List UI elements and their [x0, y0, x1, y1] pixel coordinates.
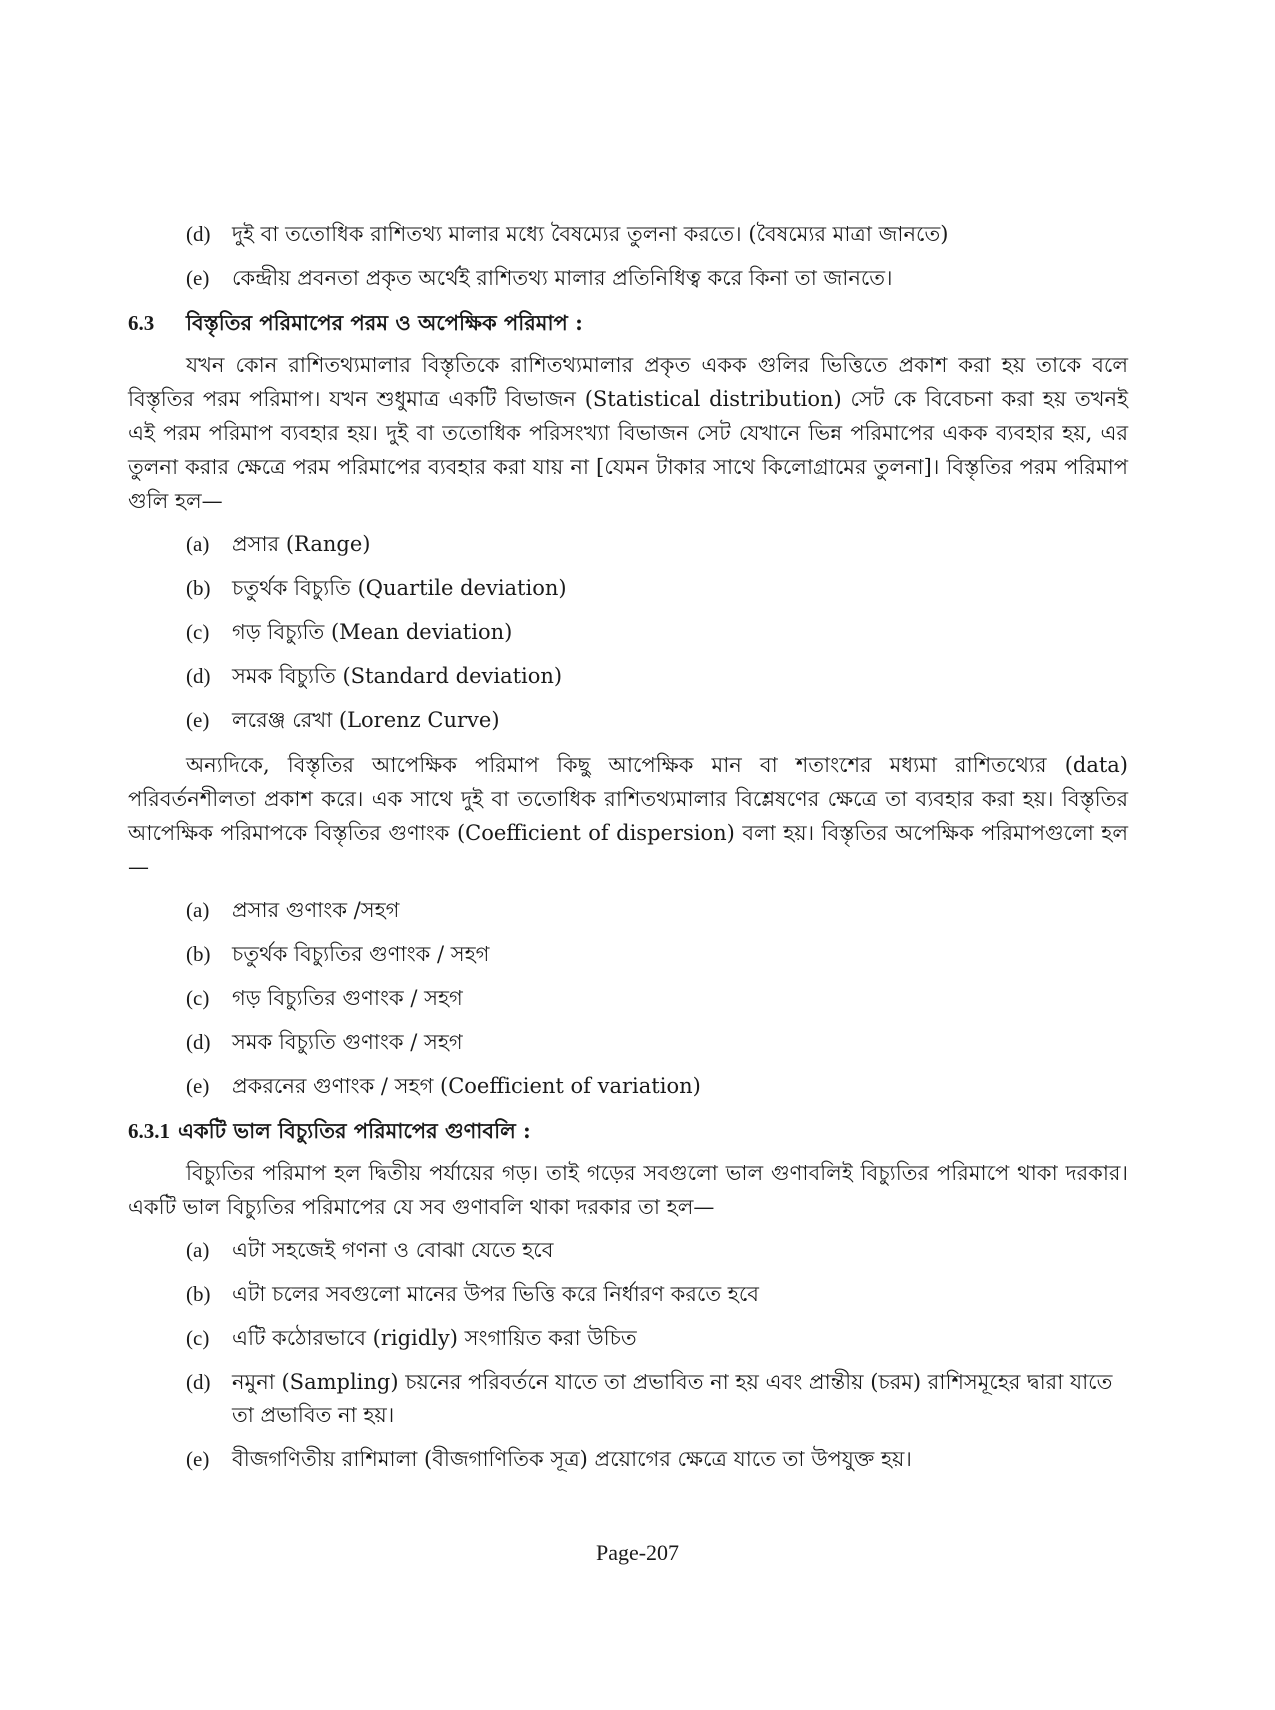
- list-item-text: বীজগণিতীয় রাশিমালা (বীজগাণিতিক সূত্র) প্রয়োগের ক্ষেত্রে যাতে তা উপযুক্ত হয়।: [232, 1447, 912, 1471]
- list-item-text: সমক বিচ্যুতি গুণাংক / সহগ: [232, 1030, 463, 1054]
- qualities-list: [128, 1234, 1128, 1476]
- section-title: একটি ভাল বিচ্যুতির পরিমাপের গুণাবলি :: [178, 1118, 531, 1143]
- list-item: [128, 1026, 1128, 1059]
- list-item: [128, 982, 1128, 1015]
- list-marker: (e): [186, 708, 210, 732]
- relative-measures-list: [128, 894, 1128, 1103]
- list-marker: (e): [186, 266, 210, 290]
- page-number: Page-207: [595, 1540, 680, 1565]
- list-marker: (d): [186, 664, 211, 688]
- list-item: [128, 262, 1128, 295]
- list-item-text: এটা সহজেই গণনা ও বোঝা যেতে হবে: [232, 1238, 554, 1262]
- paragraph-absolute-measures: যখন কোন রাশিতথ্যমালার বিস্তৃতিকে রাশিতথ্যমালার প্রকৃত একক গুলির ভিত্তিতে প্রকাশ করা হয় তাকে বলে বিস্তৃতির পরম পরিমাপ। যখন শুধুমাত্র একটি বিভাজন (Statistical distribution) সেট কে বিবেচনা করা হয় তখনই এই পরম পরিমাপ ব্যবহার হয়। দুই বা ততোধিক পরিসংখ্যা বিভাজন সেট যেখানে ভিন্ন পরিমাপের একক ব্যবহার হয়, এর তুলনা করার ক্ষেত্রে পরম পরিমাপের ব্যবহার করা যায় না [যেমন টাকার সাথে কিলোগ্রামের তুলনা]। বিস্তৃতির পরম পরিমাপ গুলি হল—: [128, 353, 1128, 513]
- list-marker: (b): [186, 1282, 211, 1306]
- list-item: [128, 660, 1128, 693]
- list-item-text: সমক বিচ্যুতি (Standard deviation): [232, 664, 563, 688]
- list-item-text: লরেঞ্জ রেখা (Lorenz Curve): [232, 708, 500, 732]
- list-item: [128, 1443, 1128, 1476]
- list-item: [128, 528, 1128, 561]
- list-marker: (c): [186, 1326, 210, 1350]
- list-item-text: নমুনা (Sampling) চয়নের পরিবর্তনে যাতে তা প্রভাবিত না হয় এবং প্রান্তীয় (চরম) রাশিসমূহের দ্বারা যাতে তা প্রভাবিত না হয়।: [232, 1370, 1113, 1427]
- list-item: [128, 1278, 1128, 1311]
- list-marker: (a): [186, 898, 210, 922]
- list-item: [128, 1070, 1128, 1103]
- section-number: 6.3.1: [128, 1119, 170, 1143]
- list-item: [128, 572, 1128, 605]
- list-item: [128, 894, 1128, 927]
- paragraph-relative-measures: অন্যদিকে, বিস্তৃতির আপেক্ষিক পরিমাপ কিছু আপেক্ষিক মান বা শতাংশের মধ্যমা রাশিতথ্যের (data) পরিবর্তনশীলতা প্রকাশ করে। এক সাথে দুই বা ততোধিক রাশিতথ্যমালার বিশ্লেষণের ক্ষেত্রে তা ব্যবহার করা হয়। বিস্তৃতির আপেক্ষিক পরিমাপকে বিস্তৃতির গুণাংক (Coefficient of dispersion) বলা হয়। বিস্তৃতির অপেক্ষিক পরিমাপগুলো হল—: [128, 753, 1128, 879]
- list-marker: (b): [186, 576, 211, 600]
- list-marker: (a): [186, 1238, 210, 1262]
- list-marker: (e): [186, 1074, 210, 1098]
- page-content: [128, 218, 1128, 1487]
- list-item-text: গড় বিচ্যুতির গুণাংক / সহগ: [232, 986, 463, 1010]
- list-marker: (c): [186, 620, 210, 644]
- list-item-text: দুই বা ততোধিক রাশিতথ্য মালার মধ্যে বৈষম্যের তুলনা করতে। (বৈষম্যের মাত্রা জানতে): [232, 222, 949, 246]
- list-item: [128, 704, 1128, 737]
- list-item-text: এটা চলের সবগুলো মানের উপর ভিত্তি করে নির্ধারণ করতে হবে: [232, 1282, 759, 1306]
- list-item-text: এটি কঠোরভাবে (rigidly) সংগায়িত করা উচিত: [232, 1326, 637, 1350]
- list-marker: (d): [186, 222, 211, 246]
- list-item: [128, 938, 1128, 971]
- list-marker: (b): [186, 942, 211, 966]
- list-marker: (d): [186, 1370, 211, 1394]
- list-marker: (e): [186, 1447, 210, 1471]
- list-item-text: প্রসার গুণাংক /সহগ: [232, 898, 400, 922]
- list-item: [128, 218, 1128, 251]
- list-marker: (c): [186, 986, 210, 1010]
- list-item: [128, 1234, 1128, 1267]
- list-item-text: কেন্দ্রীয় প্রবনতা প্রকৃত অর্থেই রাশিতথ্য মালার প্রতিনিধিত্ব করে কিনা তা জানতে।: [232, 266, 893, 290]
- section-title: বিস্তৃতির পরিমাপের পরম ও অপেক্ষিক পরিমাপ :: [186, 310, 583, 335]
- list-item-text: গড় বিচ্যুতি (Mean deviation): [232, 620, 513, 644]
- list-item: [128, 1322, 1128, 1355]
- paragraph-good-measure: বিচ্যুতির পরিমাপ হল দ্বিতীয় পর্যায়ের গড়। তাই গড়ের সবগুলো ভাল গুণাবলিই বিচ্যুতির পরিমাপে থাকা দরকার। একটি ভাল বিচ্যুতির পরিমাপের যে সব গুণাবলি থাকা দরকার তা হল—: [128, 1161, 1128, 1219]
- list-item: [128, 1366, 1128, 1432]
- absolute-measures-list: [128, 528, 1128, 737]
- top-list: [128, 218, 1128, 295]
- section-number: 6.3: [128, 311, 155, 335]
- section-heading-6-3-1: [128, 1114, 1128, 1148]
- list-item-text: চতুর্থক বিচ্যুতি (Quartile deviation): [232, 576, 567, 600]
- list-marker: (d): [186, 1030, 211, 1054]
- list-item-text: চতুর্থক বিচ্যুতির গুণাংক / সহগ: [232, 942, 490, 966]
- section-heading-6-3: [128, 306, 1128, 340]
- list-marker: (a): [186, 532, 210, 556]
- list-item-text: প্রসার (Range): [232, 532, 371, 556]
- list-item: [128, 616, 1128, 649]
- list-item-text: প্রকরনের গুণাংক / সহগ (Coefficient of variation): [232, 1074, 701, 1098]
